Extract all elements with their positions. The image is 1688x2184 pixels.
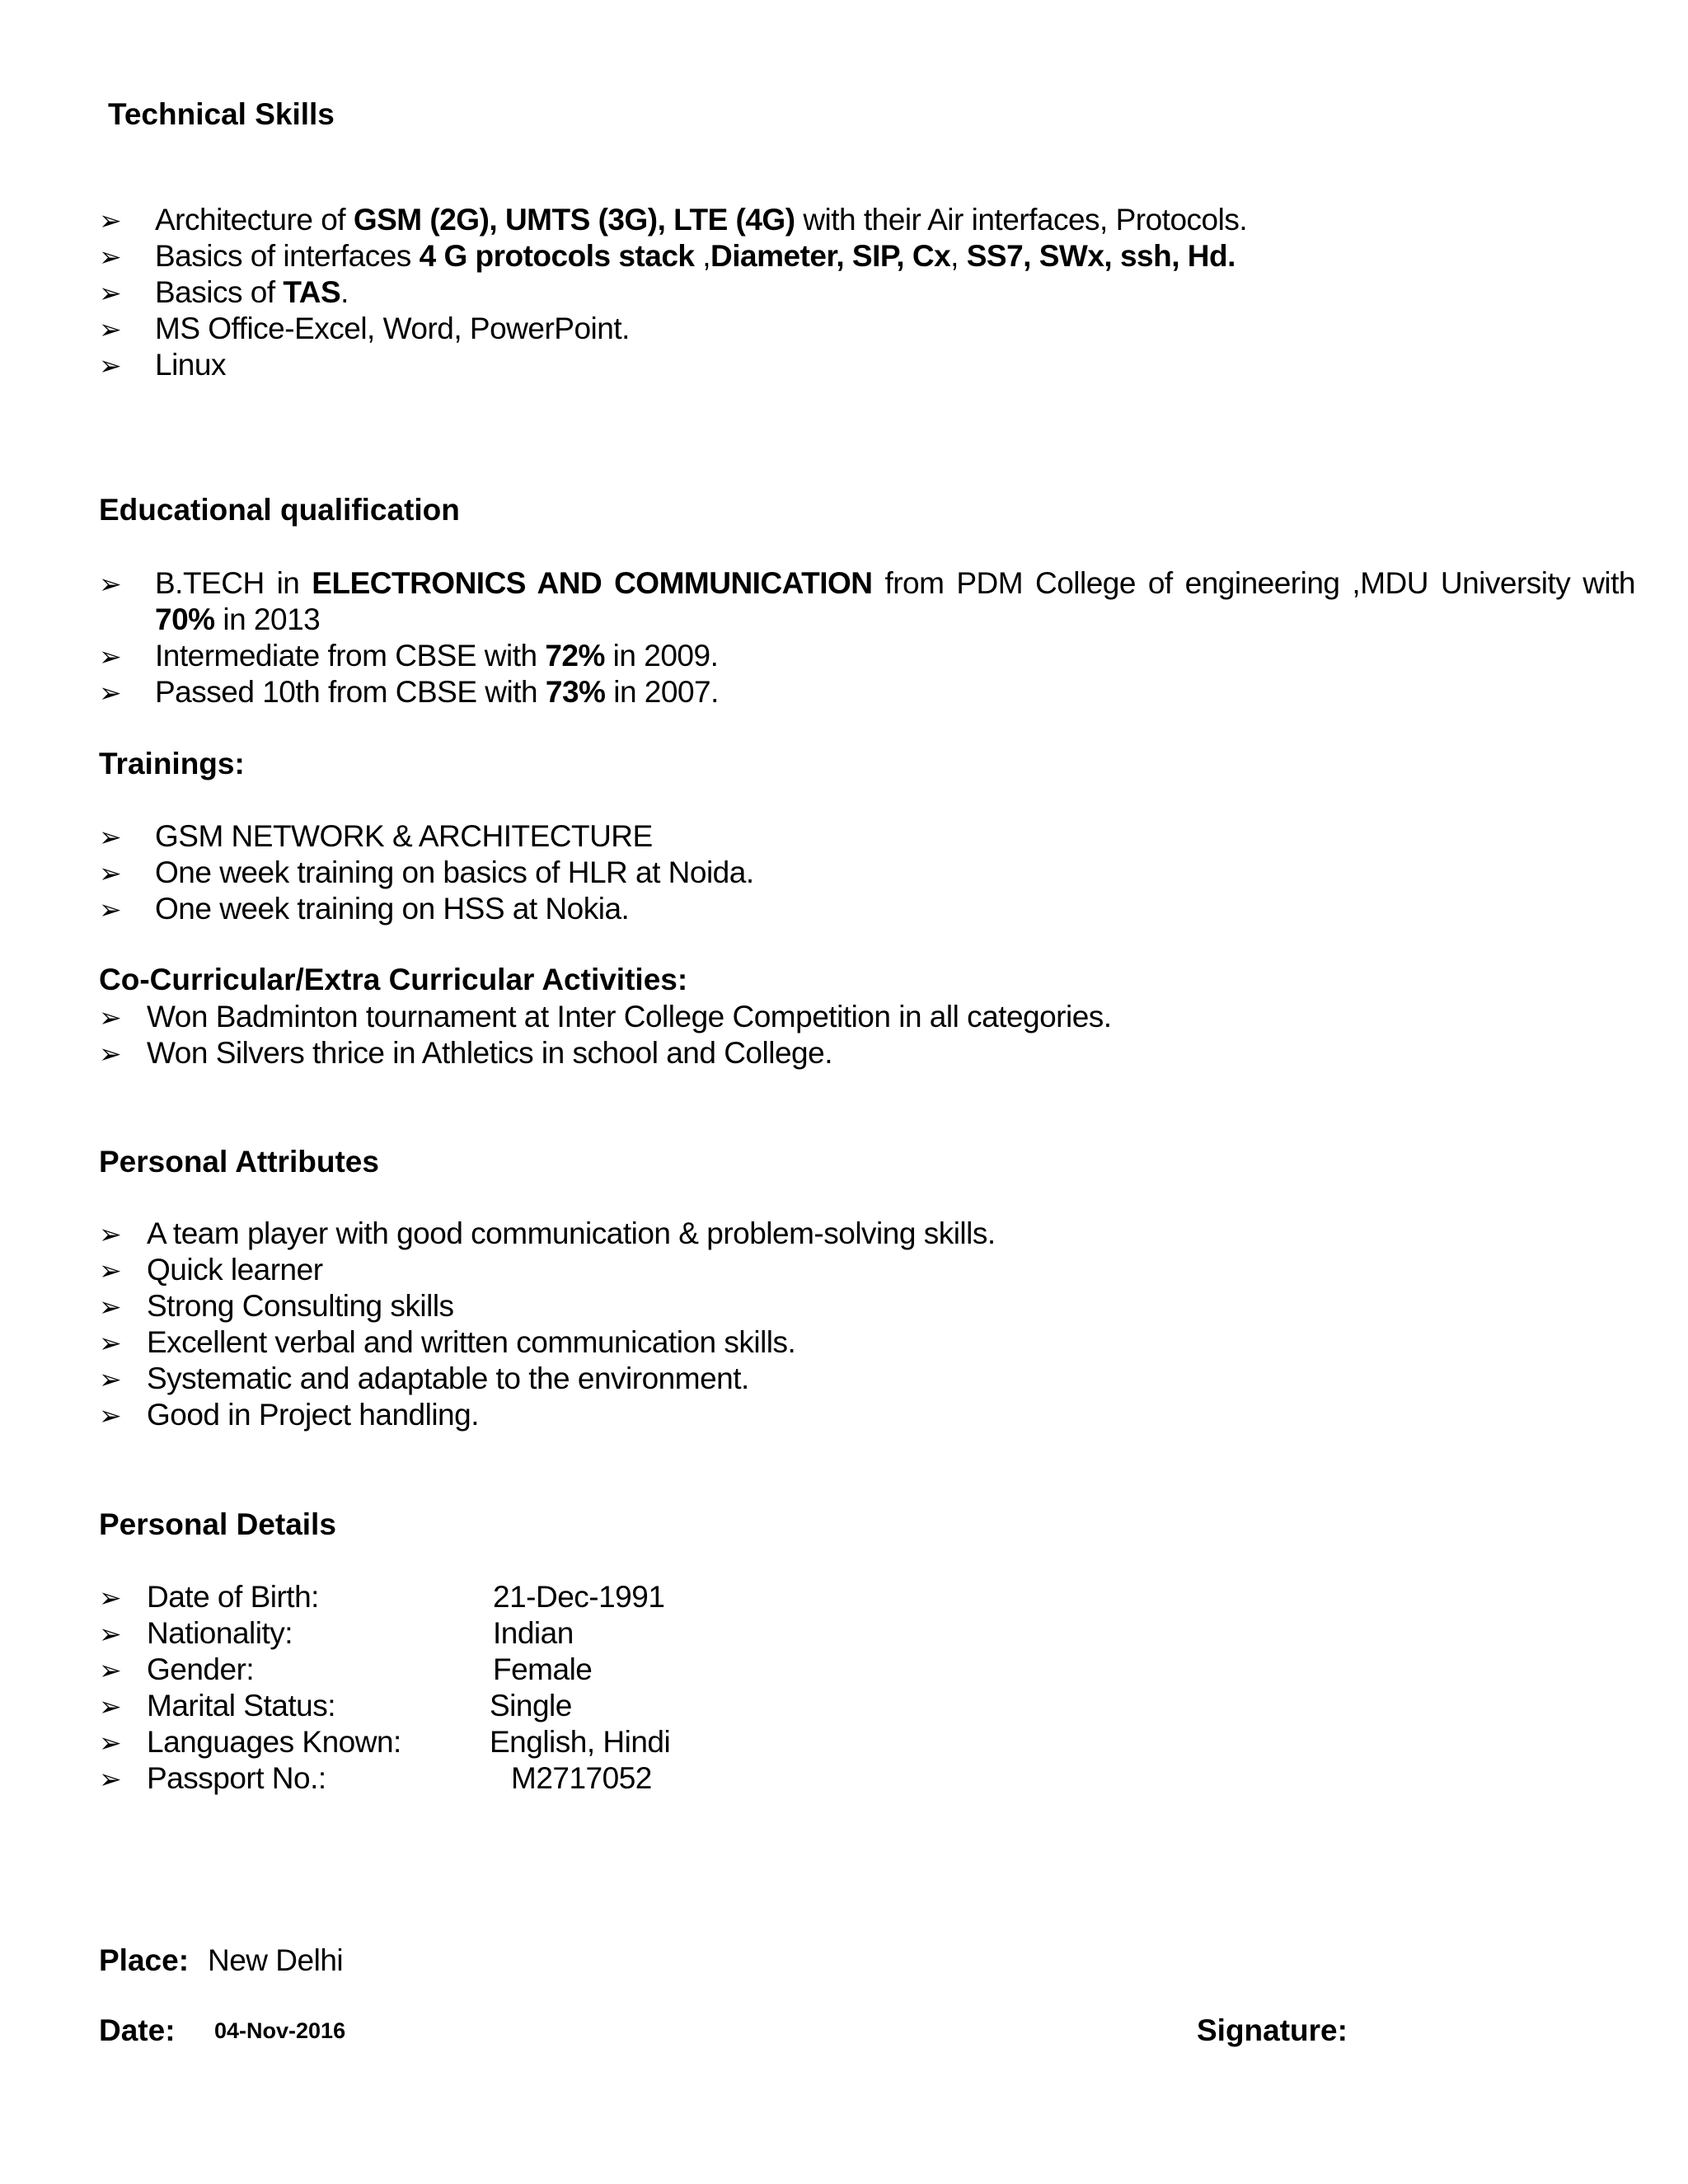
education-heading: Educational qualification xyxy=(99,493,460,527)
bullet-arrow-icon: ➢ xyxy=(99,1291,122,1322)
activity-item: Won Silvers thrice in Athletics in school and College. xyxy=(147,1036,832,1070)
activities-heading: Co-Curricular/Extra Curricular Activities: xyxy=(99,963,688,996)
bullet-arrow-icon: ➢ xyxy=(99,241,122,272)
bullet-arrow-icon: ➢ xyxy=(99,569,122,599)
bullet-arrow-icon: ➢ xyxy=(99,314,122,344)
bullet-arrow-icon: ➢ xyxy=(99,1038,122,1069)
bullet-arrow-icon: ➢ xyxy=(99,1691,122,1722)
attribute-item: A team player with good communication & problem-solving skills. xyxy=(147,1216,996,1250)
detail-value: M2717052 xyxy=(511,1761,652,1795)
date-value: 04-Nov-2016 xyxy=(214,2018,346,2043)
bullet-arrow-icon: ➢ xyxy=(99,1619,122,1649)
detail-value: English, Hindi xyxy=(490,1725,671,1759)
signature-label: Signature: xyxy=(1197,2013,1348,2047)
training-item: One week training on HSS at Nokia. xyxy=(155,892,630,926)
bullet-arrow-icon: ➢ xyxy=(99,1002,122,1033)
attribute-item: Good in Project handling. xyxy=(147,1398,479,1432)
technical-skills-heading: Technical Skills xyxy=(108,97,335,131)
bullet-arrow-icon: ➢ xyxy=(99,1219,122,1249)
bullet-arrow-icon: ➢ xyxy=(99,350,122,381)
education-item: B.TECH in ELECTRONICS AND COMMUNICATION from PDM College of engineering ,MDU University with xyxy=(155,566,1635,600)
bullet-arrow-icon: ➢ xyxy=(99,1764,122,1794)
training-item: One week training on basics of HLR at Noida. xyxy=(155,855,754,889)
activity-item: Won Badminton tournament at Inter College Competition in all categories. xyxy=(147,1000,1112,1033)
skill-item: Basics of interfaces 4 G protocols stack ,Diameter, SIP, Cx, SS7, SWx, ssh, Hd. xyxy=(155,239,1236,273)
bullet-arrow-icon: ➢ xyxy=(99,1655,122,1685)
personal-details-heading: Personal Details xyxy=(99,1507,336,1541)
skill-item: Architecture of GSM (2G), UMTS (3G), LTE (4G) with their Air interfaces, Protocols. xyxy=(155,203,1248,237)
trainings-heading: Trainings: xyxy=(99,747,245,780)
bullet-arrow-icon: ➢ xyxy=(99,858,122,888)
bullet-arrow-icon: ➢ xyxy=(99,677,122,708)
bullet-arrow-icon: ➢ xyxy=(99,278,122,308)
bullet-arrow-icon: ➢ xyxy=(99,1582,122,1613)
attribute-item: Systematic and adaptable to the environment. xyxy=(147,1361,749,1395)
attribute-item: Quick learner xyxy=(147,1253,323,1286)
detail-label: Nationality: xyxy=(147,1616,293,1650)
detail-label: Languages Known: xyxy=(147,1725,401,1759)
bullet-arrow-icon: ➢ xyxy=(99,641,122,672)
place-label: Place: xyxy=(99,1943,190,1977)
bullet-arrow-icon: ➢ xyxy=(99,1364,122,1394)
education-item-continuation: 70% in 2013 xyxy=(155,602,321,636)
bullet-arrow-icon: ➢ xyxy=(99,1727,122,1758)
detail-label: Passport No.: xyxy=(147,1761,326,1795)
detail-label: Gender: xyxy=(147,1652,255,1686)
skill-item: Basics of TAS. xyxy=(155,275,349,309)
education-item: Passed 10th from CBSE with 73% in 2007. xyxy=(155,675,719,709)
skill-item: MS Office-Excel, Word, PowerPoint. xyxy=(155,312,630,345)
training-item: GSM NETWORK & ARCHITECTURE xyxy=(155,819,653,853)
bullet-arrow-icon: ➢ xyxy=(99,205,122,236)
bullet-arrow-icon: ➢ xyxy=(99,822,122,852)
detail-value: 21-Dec-1991 xyxy=(493,1580,665,1614)
place-value: New Delhi xyxy=(208,1943,344,1977)
detail-value: Single xyxy=(490,1689,572,1722)
detail-label: Date of Birth: xyxy=(147,1580,319,1614)
detail-label: Marital Status: xyxy=(147,1689,335,1722)
bullet-arrow-icon: ➢ xyxy=(99,1255,122,1286)
bullet-arrow-icon: ➢ xyxy=(99,1328,122,1358)
attributes-heading: Personal Attributes xyxy=(99,1145,379,1179)
detail-value: Female xyxy=(493,1652,593,1686)
education-item: Intermediate from CBSE with 72% in 2009. xyxy=(155,639,719,673)
bullet-arrow-icon: ➢ xyxy=(99,894,122,925)
skill-item: Linux xyxy=(155,348,226,382)
date-label: Date: xyxy=(99,2013,176,2047)
bullet-arrow-icon: ➢ xyxy=(99,1400,122,1431)
attribute-item: Excellent verbal and written communication skills. xyxy=(147,1325,796,1359)
attribute-item: Strong Consulting skills xyxy=(147,1289,454,1323)
detail-value: Indian xyxy=(493,1616,574,1650)
